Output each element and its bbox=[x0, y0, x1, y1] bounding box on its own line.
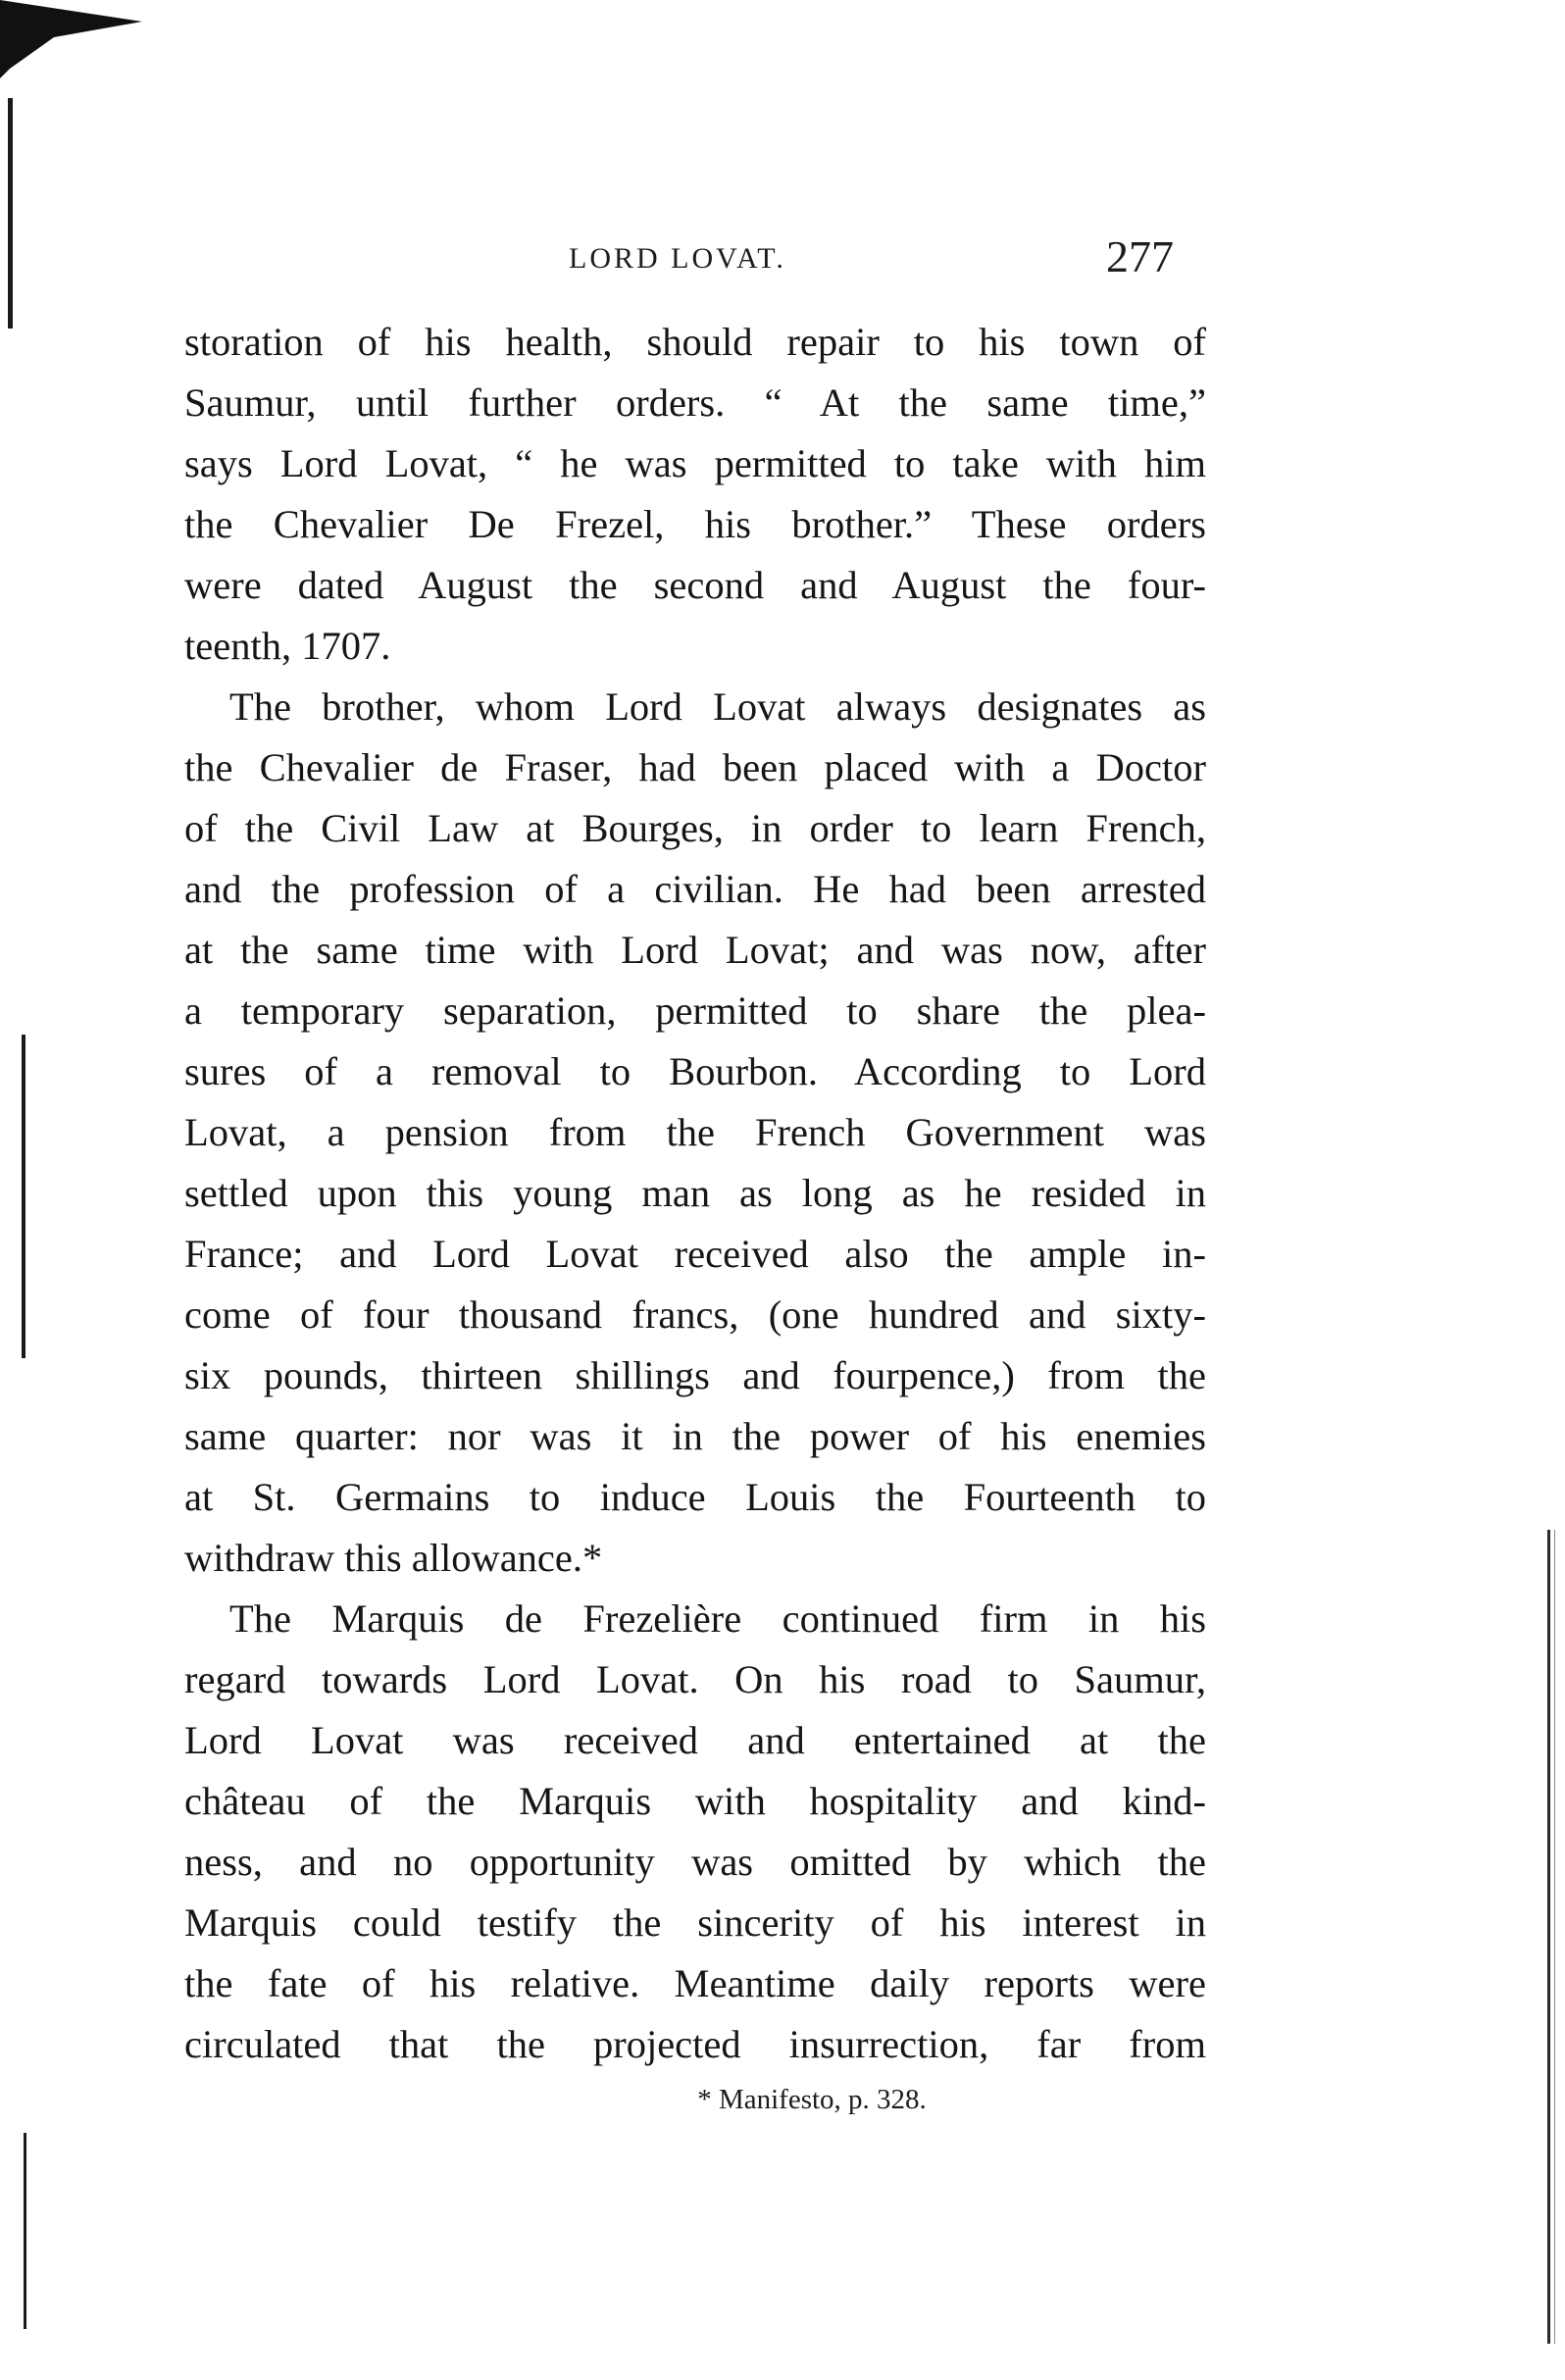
scan-edge-line bbox=[24, 2133, 26, 2329]
text-line: says Lord Lovat, “ he was permitted to take with him bbox=[184, 441, 1206, 485]
text-line: circulated that the projected insurrection, far from bbox=[184, 2022, 1206, 2066]
text-line: the Chevalier de Fraser, had been placed with a Doctor bbox=[184, 745, 1206, 789]
text-line: Lovat, a pension from the French Government was bbox=[184, 1110, 1206, 1154]
text-line: at the same time with Lord Lovat; and was now, after bbox=[184, 928, 1206, 972]
text-line: and the profession of a civilian. He had been arrested bbox=[184, 867, 1206, 911]
text-line: storation of his health, should repair to his town of bbox=[184, 320, 1206, 364]
footnote-text: * Manifesto, p. 328. bbox=[697, 2084, 927, 2115]
scan-edge-line bbox=[1554, 1530, 1555, 2344]
text-line: the fate of his relative. Meantime daily reports were bbox=[184, 1961, 1206, 2005]
text-line: The brother, whom Lord Lovat always designates as bbox=[229, 684, 1206, 729]
text-line: Lord Lovat was received and entertained at the bbox=[184, 1718, 1206, 1762]
text-line: sures of a removal to Bourbon. According to Lord bbox=[184, 1049, 1206, 1093]
running-head bbox=[0, 230, 1565, 289]
scan-edge-line bbox=[8, 98, 13, 329]
text-line: teenth, 1707. bbox=[184, 624, 391, 668]
text-line: Marquis could testify the sincerity of his interest in bbox=[184, 1900, 1206, 1945]
text-line: settled upon this young man as long as he resided in bbox=[184, 1171, 1206, 1215]
text-line: six pounds, thirteen shillings and fourpence,) from the bbox=[184, 1353, 1206, 1397]
text-line: The Marquis de Frezelière continued firm in his bbox=[229, 1596, 1206, 1641]
body-text bbox=[184, 312, 1206, 2075]
text-line: same quarter: nor was it in the power of his enemies bbox=[184, 1414, 1206, 1458]
footnote bbox=[0, 2084, 1565, 2116]
text-line: château of the Marquis with hospitality and kind- bbox=[184, 1779, 1206, 1823]
text-line: Saumur, until further orders. “ At the same time,” bbox=[184, 380, 1206, 425]
text-line: were dated August the second and August the four- bbox=[184, 563, 1206, 607]
text-line: of the Civil Law at Bourges, in order to learn French, bbox=[184, 806, 1206, 850]
text-line: France; and Lord Lovat received also the ample in- bbox=[184, 1232, 1206, 1276]
text-line: regard towards Lord Lovat. On his road to Saumur, bbox=[184, 1657, 1206, 1701]
scan-edge-line bbox=[22, 1035, 25, 1358]
page-number: 277 bbox=[1106, 231, 1174, 281]
text-line: withdraw this allowance.* bbox=[184, 1536, 603, 1580]
text-line: ness, and no opportunity was omitted by which the bbox=[184, 1840, 1206, 1884]
text-line: a temporary separation, permitted to share the plea- bbox=[184, 988, 1206, 1033]
text-line: at St. Germains to induce Louis the Fourteenth to bbox=[184, 1475, 1206, 1519]
text-line: the Chevalier De Frezel, his brother.” These orders bbox=[184, 502, 1206, 546]
scan-edge-line bbox=[1547, 1530, 1550, 2344]
scan-corner-artifact bbox=[0, 0, 142, 78]
text-line: come of four thousand francs, (one hundred and sixty- bbox=[184, 1292, 1206, 1337]
running-title: LORD LOVAT. bbox=[569, 242, 786, 275]
